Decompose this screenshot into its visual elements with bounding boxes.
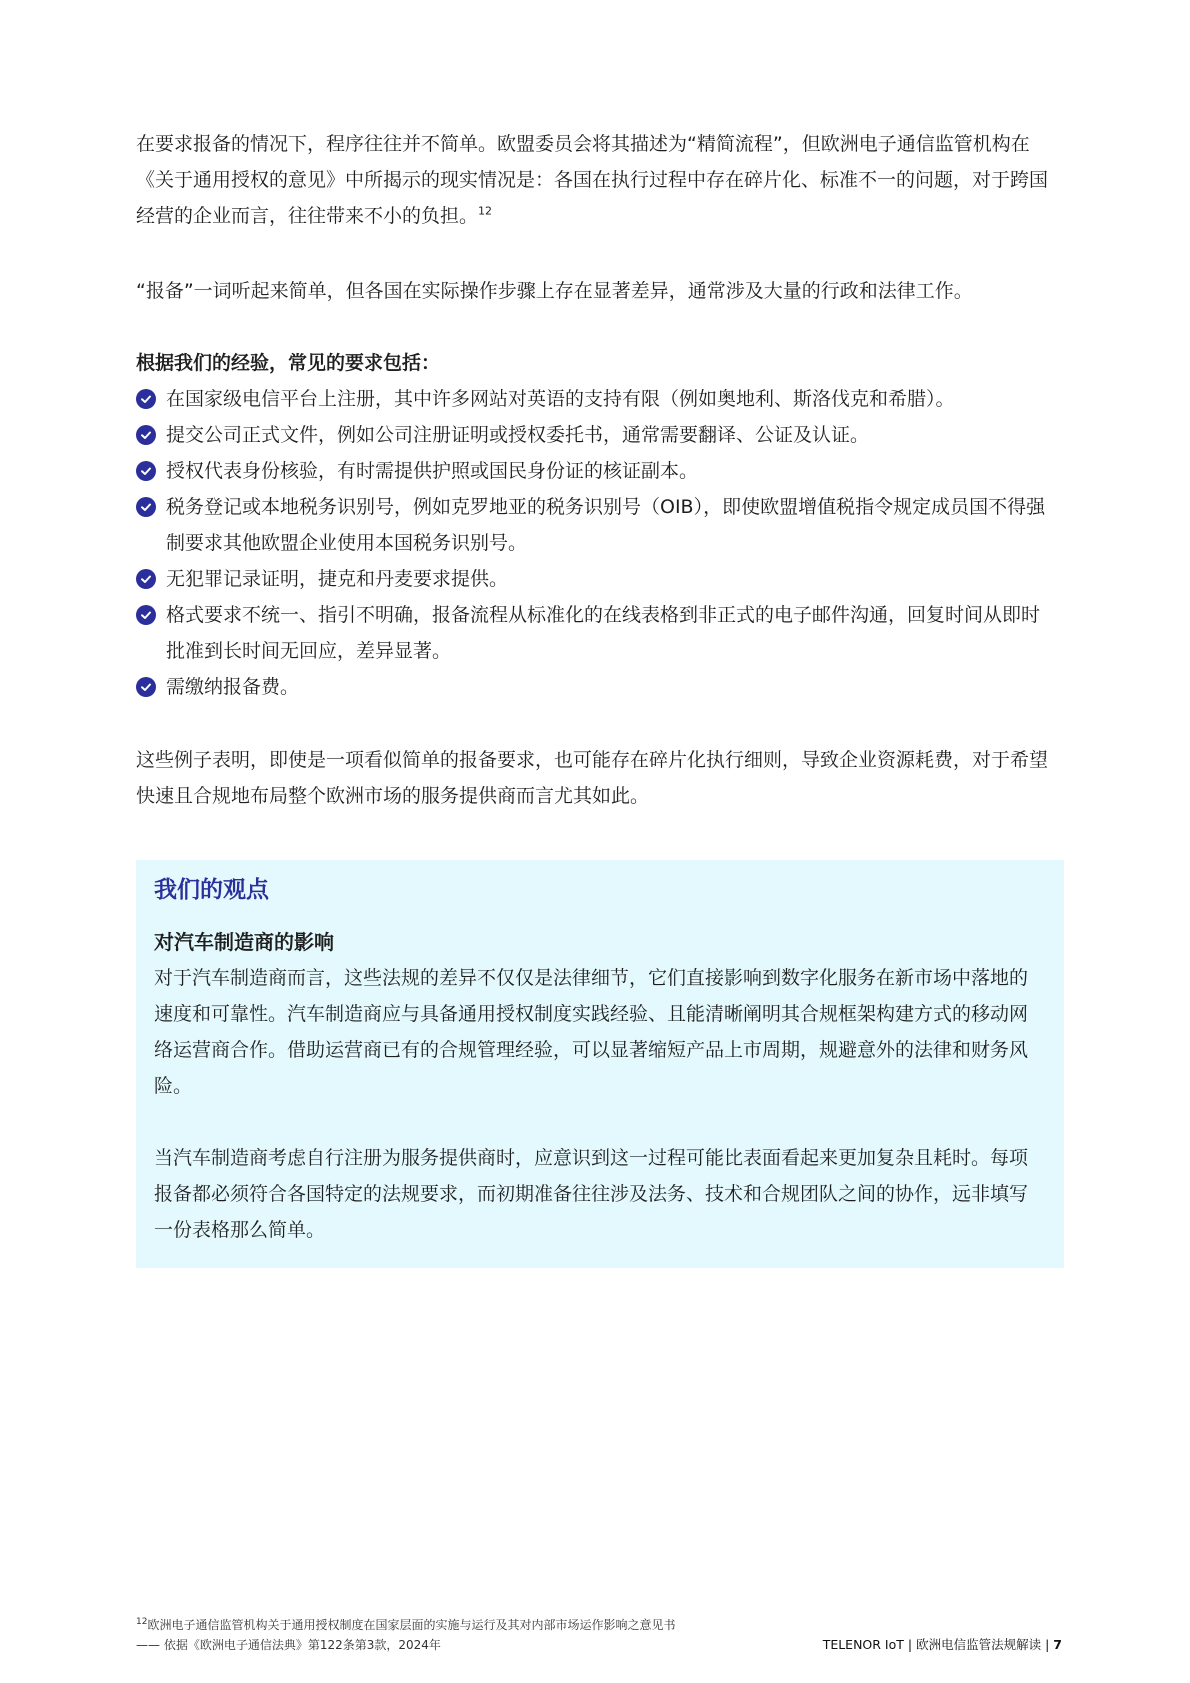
intro-paragraph	[136, 126, 1054, 234]
list-item-text: 格式要求不统一、指引不明确，报备流程从标准化的在线表格到非正式的电子邮件沟通，回复时间从即时批准到长时间无回应，差异显著。	[166, 604, 1041, 662]
list-item-text: 在国家级电信平台上注册，其中许多网站对英语的支持有限（例如奥地利、斯洛伐克和希腊）。	[166, 388, 955, 410]
viewpoint-title: 我们的观点	[154, 877, 269, 903]
footnote-reference: 12	[478, 204, 493, 218]
footnote-line-1	[136, 1616, 675, 1634]
footer-separator: |	[907, 1637, 913, 1652]
list-item-text: 无犯罪记录证明，捷克和丹麦要求提供。	[166, 568, 509, 590]
viewpoint-paragraph-1: 对于汽车制造商而言，这些法规的差异不仅仅是法律细节，它们直接影响到数字化服务在新市场中落地的速度和可靠性。汽车制造商应与具备通用授权制度实践经验、且能清晰阐明其合规框架构建方式的移动网络运营商合作。借助运营商已有的合规管理经验，可以显著缩短产品上市周期，规避意外的法律和财务风险。	[154, 967, 1029, 1097]
list-item-text: 需缴纳报备费。	[166, 676, 300, 698]
list-item	[136, 453, 1056, 489]
footer-doc-title: 欧洲电信监管法规解读	[916, 1637, 1042, 1652]
footnote-line-2: —— 依据《欧洲电子通信法典》第122条第3款，2024年	[136, 1638, 441, 1652]
requirements-list	[136, 381, 1056, 705]
check-circle-icon	[136, 605, 156, 625]
intro-paragraph-text: 在要求报备的情况下，程序往往并不简单。欧盟委员会将其描述为“精简流程”，但欧洲电子通信监管机构在《关于通用授权的意见》中所揭示的现实情况是：各国在执行过程中存在碎片化、标准不一的问题，对于跨国经营的企业而言，往往带来不小的负担。	[136, 133, 1049, 227]
viewpoint-box	[136, 860, 1064, 1268]
list-item	[136, 381, 1056, 417]
viewpoint-paragraph-2: 当汽车制造商考虑自行注册为服务提供商时，应意识到这一过程可能比表面看起来更加复杂且耗时。每项报备都必须符合各国特定的法规要求，而初期准备往往涉及法务、技术和合规团队之间的协作，远非填写一份表格那么简单。	[154, 1147, 1029, 1241]
footnote-number: 12	[136, 1617, 148, 1627]
list-item	[136, 417, 1056, 453]
list-item	[136, 489, 1056, 561]
list-item	[136, 561, 1056, 597]
list-item-text: 授权代表身份核验，有时需提供护照或国民身份证的核证副本。	[166, 460, 699, 482]
brand-name: TELENOR IoT	[822, 1637, 904, 1652]
page-footer	[823, 1636, 1062, 1654]
viewpoint-subtitle: 对汽车制造商的影响	[154, 930, 334, 954]
list-item	[136, 669, 1056, 705]
footnote-text: 欧洲电子通信监管机构关于通用授权制度在国家层面的实施与运行及其对内部市场运作影响之意见书	[147, 1618, 676, 1632]
examples-paragraph: 这些例子表明，即使是一项看似简单的报备要求，也可能存在碎片化执行细则，导致企业资源耗费，对于希望快速且合规地布局整个欧洲市场的服务提供商而言尤其如此。	[136, 749, 1049, 807]
filing-paragraph: “报备”一词听起来简单，但各国在实际操作步骤上存在显著差异，通常涉及大量的行政和法律工作。	[136, 280, 973, 302]
check-circle-icon	[136, 497, 156, 517]
check-circle-icon	[136, 389, 156, 409]
footer-separator: |	[1045, 1637, 1050, 1652]
list-item-text: 提交公司正式文件，例如公司注册证明或授权委托书，通常需要翻译、公证及认证。	[166, 424, 870, 446]
list-item	[136, 597, 1056, 669]
check-circle-icon	[136, 677, 156, 697]
check-circle-icon	[136, 461, 156, 481]
list-item-text: 税务登记或本地税务识别号，例如克罗地亚的税务识别号（OIB），即使欧盟增值税指令规定成员国不得强制要求其他欧盟企业使用本国税务识别号。	[166, 496, 1046, 554]
page-number: 7	[1053, 1637, 1062, 1652]
check-circle-icon	[136, 569, 156, 589]
requirements-heading: 根据我们的经验，常见的要求包括：	[136, 352, 441, 374]
check-circle-icon	[136, 425, 156, 445]
